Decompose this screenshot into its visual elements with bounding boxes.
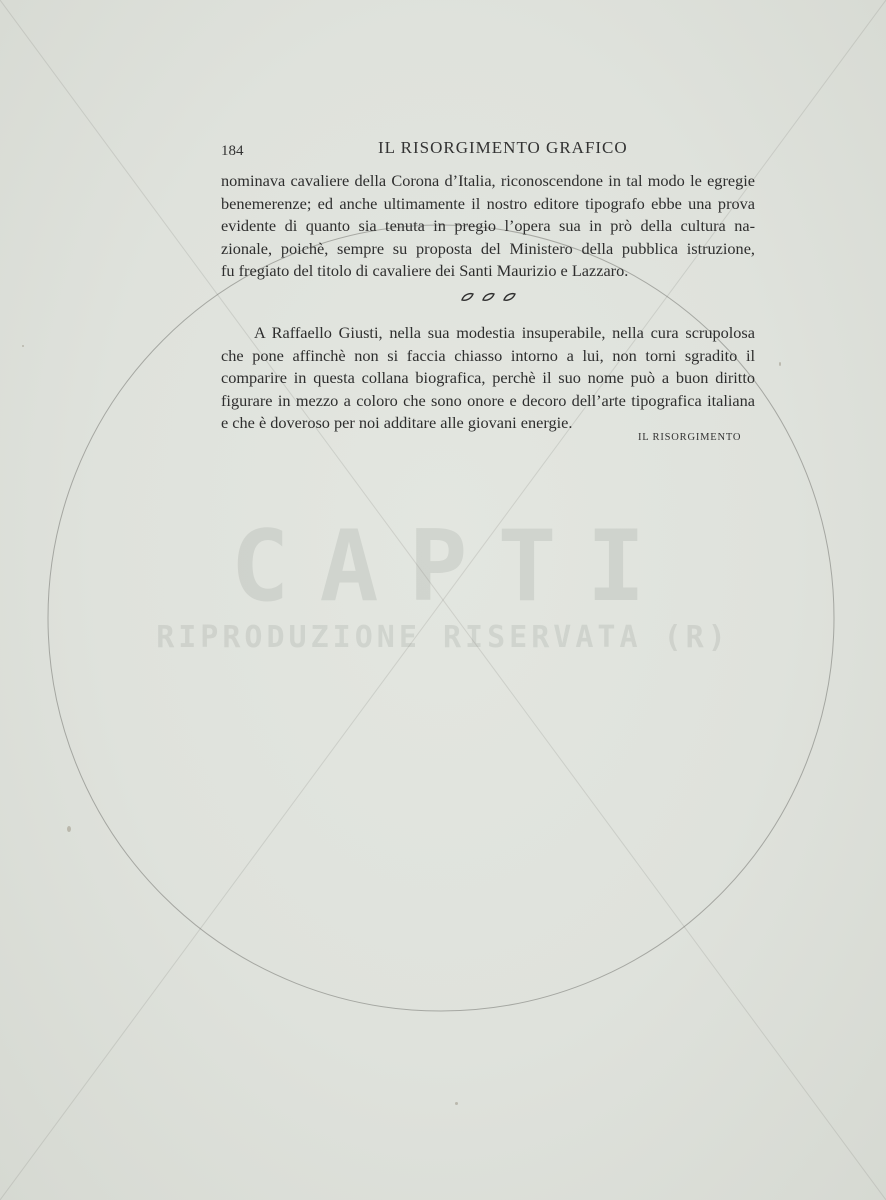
signature: IL RISORGIMENTO: [638, 432, 742, 443]
paper-speck: [67, 826, 71, 832]
watermark-subtitle: RIPRODUZIONE RISERVATA (R): [156, 620, 730, 655]
paper-speck: [455, 1102, 458, 1105]
text-line: che pone affinchè non si faccia chiasso intorno a lui, non torni sgradito il: [221, 345, 755, 365]
text-line: nominava cavaliere della Corona d’Italia, riconoscendone in tal modo le egregie: [221, 171, 755, 190]
text-line: benemerenze; ed anche ultimamente il nostro editore tipografo ebbe una prova: [221, 193, 755, 213]
page-number: 184: [221, 143, 244, 159]
paragraph-1: [221, 170, 755, 283]
text-line-content: A Raffaello Giusti, nella sua modestia insuperabile, nella cura scrupolosa: [254, 323, 755, 342]
paper-speck: [779, 362, 781, 366]
text-line: e che è doveroso per noi additare alle giovani energie.: [221, 413, 573, 433]
text-line: zionale, poichè, sempre su proposta del Ministero della pubblica istruzione,: [221, 238, 755, 258]
leaf-ornament-icon: [460, 291, 520, 303]
paper-speck: [22, 345, 24, 347]
watermark-title: CAPTI: [230, 510, 676, 624]
text-line: figurare in mezzo a coloro che sono onore e decoro dell’arte tipografica italiana: [221, 390, 755, 410]
paragraph-2: [221, 322, 755, 435]
text-line: [221, 322, 755, 345]
text-line: evidente di quanto sia tenuta in pregio l’opera sua in prò della cultura na-: [221, 216, 755, 236]
text-line: comparire in questa collana biografica, perchè il suo nome può a buon diritto: [221, 368, 755, 388]
running-title: IL RISORGIMENTO GRAFICO: [378, 138, 628, 157]
text-line: fu fregiato del titolo di cavaliere dei Santi Maurizio e Lazzaro.: [221, 261, 629, 281]
